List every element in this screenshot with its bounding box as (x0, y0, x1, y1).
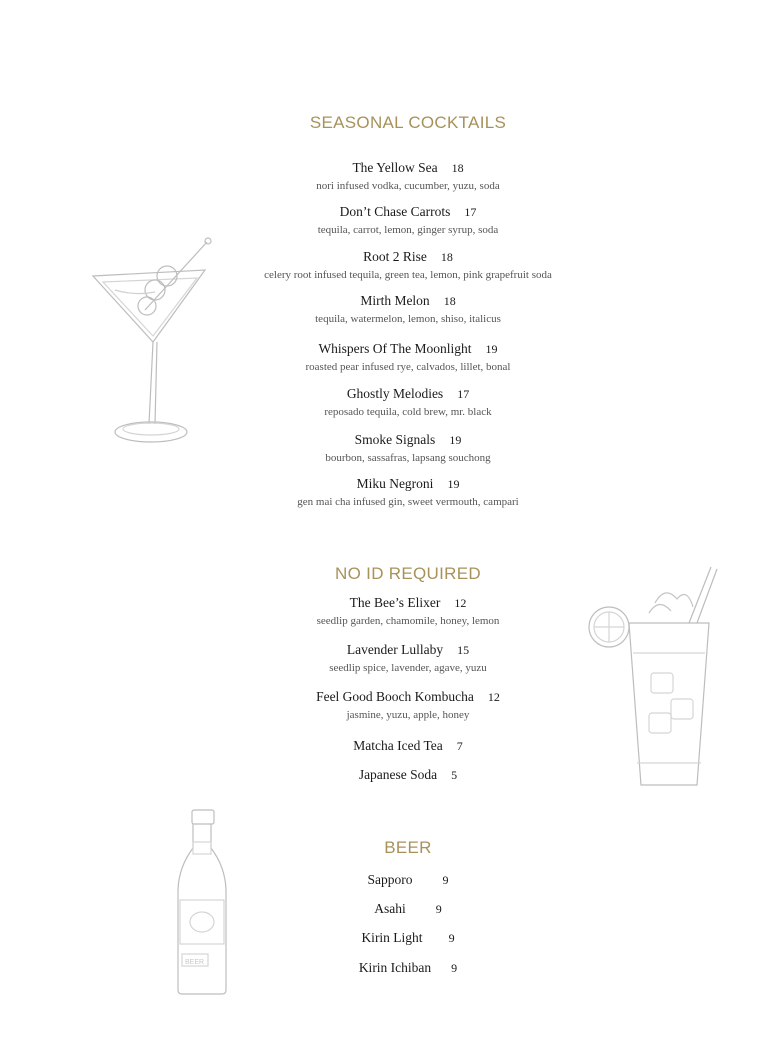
item-price: 7 (456, 739, 463, 753)
item-name: The Yellow Sea (352, 160, 438, 175)
item-name: Ghostly Melodies (346, 386, 444, 401)
menu-item-asahi (0, 901, 778, 917)
item-price: 19 (447, 477, 460, 491)
menu-item-dont-chase-carrots (0, 204, 778, 236)
item-name: Asahi (374, 901, 406, 916)
item-price: 18 (440, 250, 453, 264)
item-name: Feel Good Booch Kombucha (316, 689, 474, 704)
item-price: 12 (487, 690, 500, 704)
item-name: Sapporo (367, 872, 413, 887)
menu-item-miku-negroni (0, 476, 778, 508)
item-price: 9 (448, 931, 455, 945)
item-description: nori infused vodka, cucumber, yuzu, soda (316, 180, 500, 192)
menu-item-the-yellow-sea (0, 160, 778, 192)
item-price: 18 (451, 161, 464, 175)
item-description: tequila, carrot, lemon, ginger syrup, soda (317, 224, 499, 236)
menu-item-kirin-ichiban (0, 960, 778, 976)
item-description: jasmine, yuzu, apple, honey (346, 709, 470, 721)
item-price: 9 (451, 961, 458, 975)
item-name: Mirth Melon (360, 293, 430, 308)
item-name: Smoke Signals (354, 432, 436, 447)
beer-bottle-icon (170, 808, 234, 998)
item-description: gen mai cha infused gin, sweet vermouth, campari (297, 496, 519, 508)
item-price: 19 (485, 342, 498, 356)
section-title-beer: BEER (384, 838, 432, 857)
item-name: Root 2 Rise (363, 249, 427, 264)
item-price: 18 (443, 294, 456, 308)
item-description: bourbon, sassafras, lapsang souchong (325, 452, 491, 464)
menu-item-kirin-light (0, 930, 778, 946)
item-price: 9 (442, 873, 449, 887)
item-description: reposado tequila, cold brew, mr. black (324, 406, 492, 418)
item-name: Japanese Soda (358, 767, 438, 782)
item-name: Whispers Of The Moonlight (318, 341, 472, 356)
item-price: 12 (454, 596, 467, 610)
item-name: Lavender Lullaby (346, 642, 444, 657)
item-name: Kirin Light (361, 930, 423, 945)
item-description: tequila, watermelon, lemon, shiso, italicus (315, 313, 501, 325)
item-description: seedlip garden, chamomile, honey, lemon (316, 615, 500, 627)
item-name: Don’t Chase Carrots (339, 204, 451, 219)
martini-glass-icon (85, 236, 215, 448)
highball-glass-icon (585, 563, 725, 791)
item-price: 17 (464, 205, 477, 219)
item-price: 15 (457, 643, 470, 657)
item-price: 17 (457, 387, 470, 401)
item-description: celery root infused tequila, green tea, lemon, pink grapefruit soda (264, 269, 552, 281)
item-name: Matcha Iced Tea (353, 738, 443, 753)
section-title-seasonal-cocktails: SEASONAL COCKTAILS (309, 113, 507, 132)
menu-item-sapporo (0, 872, 778, 888)
item-description: seedlip spice, lavender, agave, yuzu (329, 662, 487, 674)
item-name: Miku Negroni (356, 476, 434, 491)
item-description: roasted pear infused rye, calvados, lillet, bonal (305, 361, 511, 373)
section-title-no-id-required: NO ID REQUIRED (335, 564, 481, 583)
item-price: 19 (449, 433, 462, 447)
item-name: Kirin Ichiban (358, 960, 432, 975)
item-name: The Bee’s Elixer (349, 595, 441, 610)
item-price: 5 (451, 768, 458, 782)
beer-label-text: BEER (185, 959, 205, 966)
item-price: 9 (435, 902, 442, 916)
